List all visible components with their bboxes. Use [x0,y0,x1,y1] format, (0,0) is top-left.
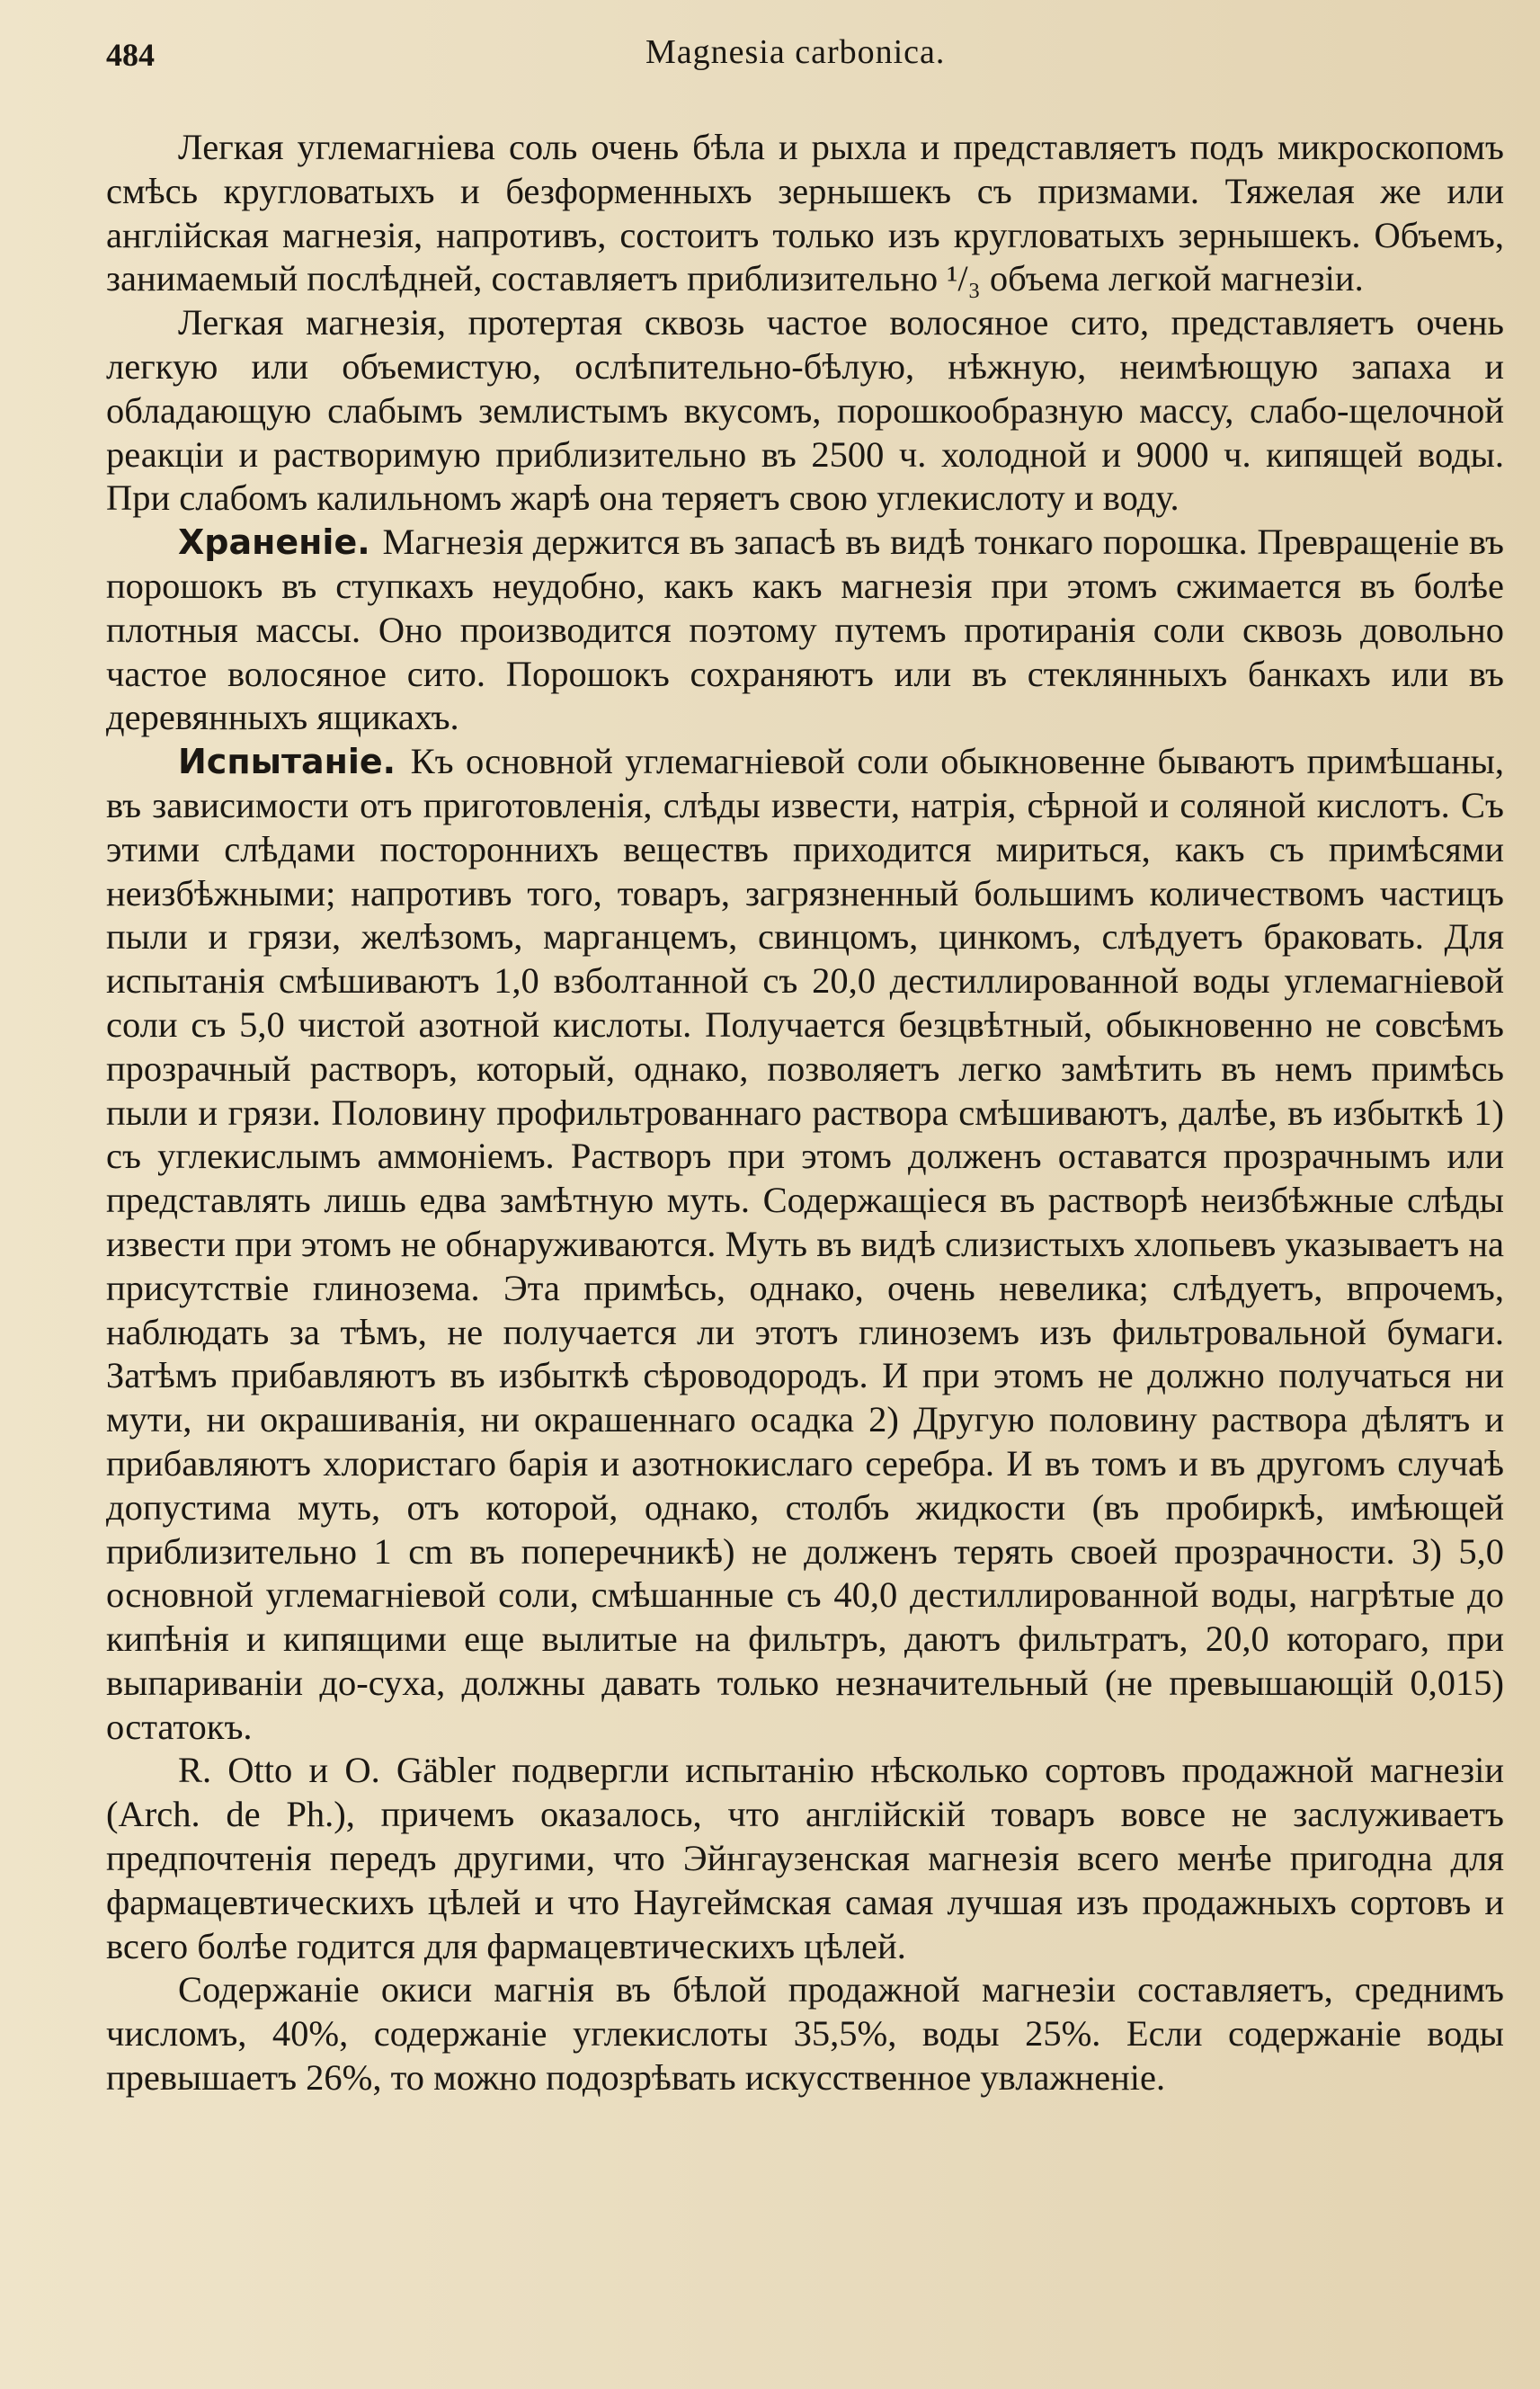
page-number: 484 [106,37,155,73]
section-heading-storage: Храненіе. [178,522,383,563]
paragraph-text: R. Otto и O. Gäbler подвергли испытанію нѣсколько сортовъ продажной магнезіи (Arch. de Ph.), причемъ оказалось, что англійскій товаръ вовсе не заслуживаетъ предпочтенія передъ другими, что Эйнгаузенская магнезія всего менѣе пригодна для фармацевтическихъ цѣлей и что Наугеймская самая лучшая изъ продажныхъ сортовъ и всего болѣе годится для фармацевтическихъ цѣлей. [106,1750,1504,1966]
paragraph-testing [106,740,1504,1749]
paragraph-text: Магнезія держится въ запасѣ въ видѣ тонкаго порошка. Превращеніе въ порошокъ въ ступкахъ неудобно, какъ какъ магнезія при этомъ сжимается въ болѣе плотныя массы. Оно производится поэтому путемъ протиранія соли сквозь довольно частое волосяное сито. Порошокъ сохраняютъ или въ стеклянныхъ банкахъ или въ деревянныхъ ящикахъ. [106,521,1504,738]
paragraph-text: Легкая магнезія, протертая сквозь частое волосяное сито, представляетъ очень легкую или объемистую, ослѣпительно-бѣлую, нѣжную, неимѣющую запаха и обладающую слабымъ землистымъ вкусомъ, порошкообразную массу, слабо-щелочной реакціи и растворимую приблизительно въ 2500 ч. холодной и 9000 ч. кипящей воды. При слабомъ калильномъ жарѣ она теряетъ свою углекислоту и воду. [106,302,1504,519]
paragraph-storage [106,521,1504,740]
paragraph-text: Къ основной углемагніевой соли обыкновенне бываютъ примѣшаны, въ зависимости отъ приготовленія, слѣды извести, натрія, сѣрной и соляной кислотъ. Съ этими слѣдами постороннихъ веществъ приходится мириться, какъ съ примѣсями неизбѣжными; напротивъ того, товаръ, загрязненный большимъ количествомъ частицъ пыли и грязи, желѣзомъ, марганцемъ, свинцомъ, цинкомъ, слѣдуетъ браковать. Для испытанія смѣшиваютъ 1,0 взболтанной съ 20,0 дестиллированной воды углемагніевой соли съ 5,0 чистой азотной кислоты. Получается безцвѣтный, обыкновенно не совсѣмъ прозрачный растворъ, который, однако, позволяетъ легко замѣтить въ немъ примѣсь пыли и грязи. Половину профильтрованнаго раствора смѣшиваютъ, далѣе, въ избыткѣ 1) съ углекислымъ аммоніемъ. Растворъ при этомъ долженъ оставатся прозрачнымъ или представлять лишь едва замѣтную муть. Содержащіеся въ растворѣ неизбѣжные слѣды извести при этомъ не обнаруживаются. Муть въ видѣ слизистыхъ хлопьевъ указываетъ на присутствіе глинозема. Эта примѣсь, однако, очень невелика; слѣдуетъ, впрочемъ, наблюдать за тѣмъ, не получается ли этотъ глиноземъ изъ фильтровальной бумаги. Затѣмъ прибавляютъ въ избыткѣ сѣроводородъ. И при этомъ не должно получаться ни мути, ни окрашиванія, ни окрашеннаго осадка 2) Другую половину раствора дѣлятъ и прибавляютъ хлористаго барія и азотнокислаго серебра. И въ томъ и въ другомъ случаѣ допустима муть, отъ которой, однако, столбъ жидкости (въ пробиркѣ, имѣющей приблизительно 1 cm въ поперечникѣ) не долженъ терять своей прозрачности. 3) 5,0 основной углемагніевой соли, смѣшанные съ 40,0 дестиллированной воды, нагрѣтые до кипѣнія и кипящими еще вылитые на фильтръ, даютъ фильтратъ, 20,0 котораго, при выпариваніи до-суха, должны давать только незначительный (не превышающій 0,015) остатокъ. [106,741,1504,1747]
paragraph-text: Содержаніе окиси магнія въ бѣлой продажной магнезіи составляетъ, среднимъ числомъ, 40%, содержаніе углекислоты 35,5%, воды 25%. Если содержаніе воды превышаетъ 26%, то можно подозрѣвать искусственное увлажненіе. [106,1969,1504,2099]
paragraph [106,301,1504,521]
paragraph [106,1968,1504,2099]
page-header [106,23,1504,77]
paragraph-text: Легкая углемагнiева соль очень бѣла и рыхла и представляетъ подъ микроскопомъ смѣсь кругловатыхъ и безформенныхъ зернышекъ съ призмами. Тяжелая же или англійская магнезія, напротивъ, состоитъ только изъ кругловатыхъ зернышекъ. Объемъ, занимаемый послѣдней, составляетъ приблизительно ¹/₃ объема легкой магнезіи. [106,127,1504,299]
running-title: Magnesia carbonica. [645,33,946,71]
paragraph [106,126,1504,301]
section-heading-testing: Испытаніе. [178,742,411,782]
body-text [106,126,1504,2100]
paragraph [106,1749,1504,1968]
